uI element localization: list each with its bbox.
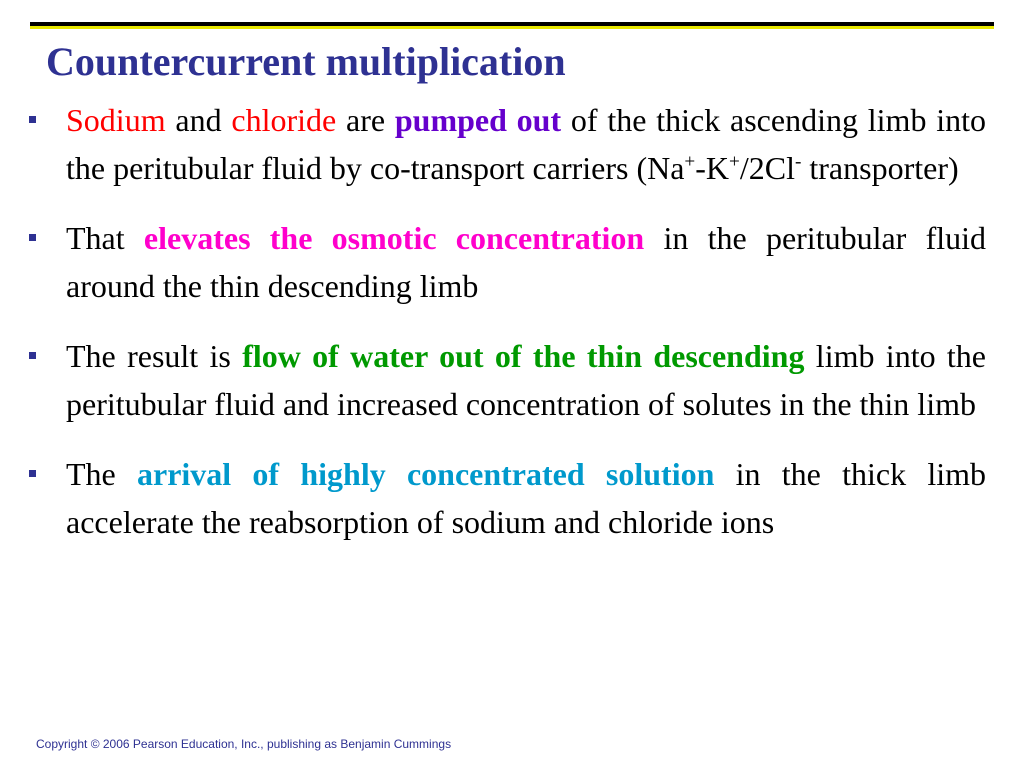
bullet-marker-icon [29, 352, 36, 359]
text-run: That [66, 220, 144, 256]
text-run: The result is [66, 338, 243, 374]
bullet-marker-icon [29, 234, 36, 241]
text-run: and [165, 102, 232, 138]
bullet-item [66, 450, 986, 546]
text-run: in the thick limb accelerate the reabsorption of sodium and chloride ions [66, 456, 987, 540]
text-highlight: flow of water out of the thin descending [242, 338, 805, 374]
bullet-marker-icon [29, 470, 36, 477]
slide-title: Countercurrent multiplication [46, 39, 566, 84]
superscript: + [729, 151, 740, 173]
superscript: + [684, 151, 696, 173]
copyright-footer: Copyright © 2006 Pearson Education, Inc., publishing as Benjamin Cummings [36, 737, 452, 751]
text-run: /2Cl [739, 150, 795, 186]
bullet-item [66, 332, 986, 428]
bullet-list [66, 96, 986, 546]
text-run: The [66, 456, 137, 492]
text-run: transporter) [801, 150, 959, 186]
text-highlight: Sodium [66, 102, 166, 138]
text-run: limb into the peritubular fluid and increased concentration of solutes in the thin limb [66, 338, 987, 422]
text-run: in the peritubular fluid around the thin descending limb [66, 220, 987, 304]
superscript: - [794, 151, 802, 173]
text-run: -K [695, 150, 730, 186]
bullet-item [66, 214, 986, 310]
text-highlight: chloride [231, 102, 337, 138]
text-highlight: arrival of highly concentrated solution [137, 456, 715, 492]
bullet-item [66, 96, 986, 192]
text-highlight: pumped out [394, 102, 562, 138]
text-run: are [336, 102, 395, 138]
top-rule-accent [30, 26, 994, 29]
text-run: of the thick ascending limb into the peritubular fluid by co-transport carriers (Na [66, 102, 987, 186]
text-highlight: elevates the osmotic concentration [143, 220, 645, 256]
top-rule [30, 22, 994, 26]
bullet-marker-icon [29, 116, 36, 123]
